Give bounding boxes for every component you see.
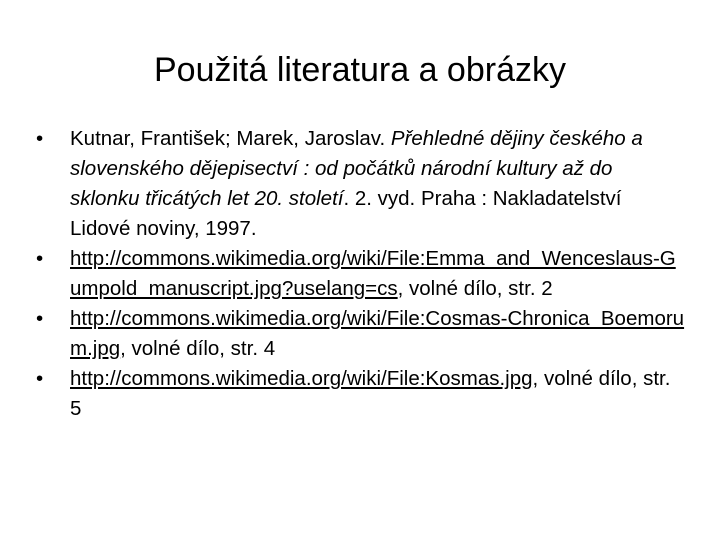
reference-authors: Kutnar, František; Marek, Jaroslav. bbox=[70, 127, 391, 150]
reference-license-note: , volné dílo, str. 4 bbox=[120, 337, 276, 360]
bullet: • bbox=[36, 367, 44, 390]
reference-link-cosmas-chronica[interactable]: http://commons.wikimedia.org/wiki/File:Cosmas-Chronica_Boemorum.jpg bbox=[70, 307, 685, 360]
reference-license-note: , volné dílo, str. 5 bbox=[70, 367, 671, 420]
reference-link-emma-wenceslaus[interactable]: http://commons.wikimedia.org/wiki/File:Emma_and_Wenceslaus-Gumpold_manuscript.jpg?uselang=cs bbox=[70, 247, 676, 300]
bullet: • bbox=[36, 307, 44, 330]
reference-list bbox=[36, 124, 686, 424]
reference-item-image-1 bbox=[36, 244, 686, 304]
bullet: • bbox=[36, 127, 44, 150]
reference-book-title: Přehledné dějiny českého a slovenského dějepisectví : od počátků národní kultury až do sklonku třicátých let 20. století bbox=[70, 127, 643, 210]
reference-license-note: , volné dílo, str. 2 bbox=[397, 277, 553, 300]
reference-item-image-2 bbox=[36, 304, 686, 364]
reference-item-image-3 bbox=[36, 364, 686, 424]
reference-item-book bbox=[36, 124, 686, 244]
reference-link-kosmas[interactable]: http://commons.wikimedia.org/wiki/File:Kosmas.jpg bbox=[70, 367, 533, 390]
reference-publication-details: . 2. vyd. Praha : Nakladatelství Lidové noviny, 1997. bbox=[70, 187, 622, 240]
slide-title: Použitá literatura a obrázky bbox=[154, 51, 566, 89]
bullet: • bbox=[36, 247, 44, 270]
